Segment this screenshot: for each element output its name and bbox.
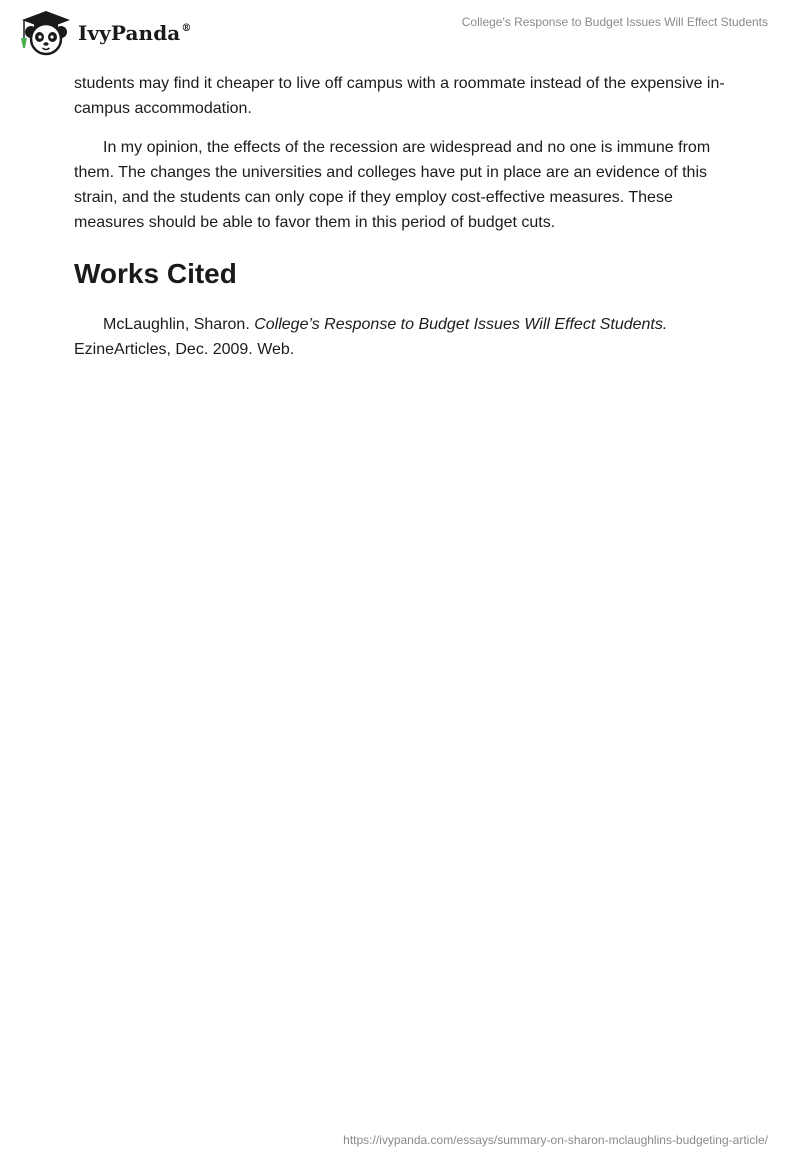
body-paragraph: In my opinion, the effects of the recession are widespread and no one is immune from them. The changes the universities and colleges have put in place are an evidence of this strain, and the students can only cope if they employ cost-effective measures. These measures should be able to favor them in this period of budget cuts. xyxy=(74,139,711,231)
citation-source: EzineArticles, Dec. 2009. Web. xyxy=(74,341,295,358)
citation-title: College’s Response to Budget Issues Will Effect Students. xyxy=(254,316,668,333)
panda-graduate-icon xyxy=(16,8,74,56)
citation-entry xyxy=(74,312,726,362)
registered-mark: ® xyxy=(181,23,192,34)
works-cited-heading: Works Cited xyxy=(74,258,237,289)
citation-author: McLaughlin, Sharon. xyxy=(103,316,255,333)
footer-url[interactable]: https://ivypanda.com/essays/summary-on-sharon-mclaughlins-budgeting-article/ xyxy=(343,1133,768,1147)
essay-content xyxy=(74,71,726,362)
page-header xyxy=(0,0,800,62)
running-title: College's Response to Budget Issues Will Effect Students xyxy=(461,15,768,29)
ivypanda-logo[interactable] xyxy=(16,8,191,56)
body-paragraph: students may find it cheaper to live off campus with a roommate instead of the expensive in-campus accommodation. xyxy=(74,75,725,117)
logo-wordmark: IvyPanda® xyxy=(78,21,192,45)
